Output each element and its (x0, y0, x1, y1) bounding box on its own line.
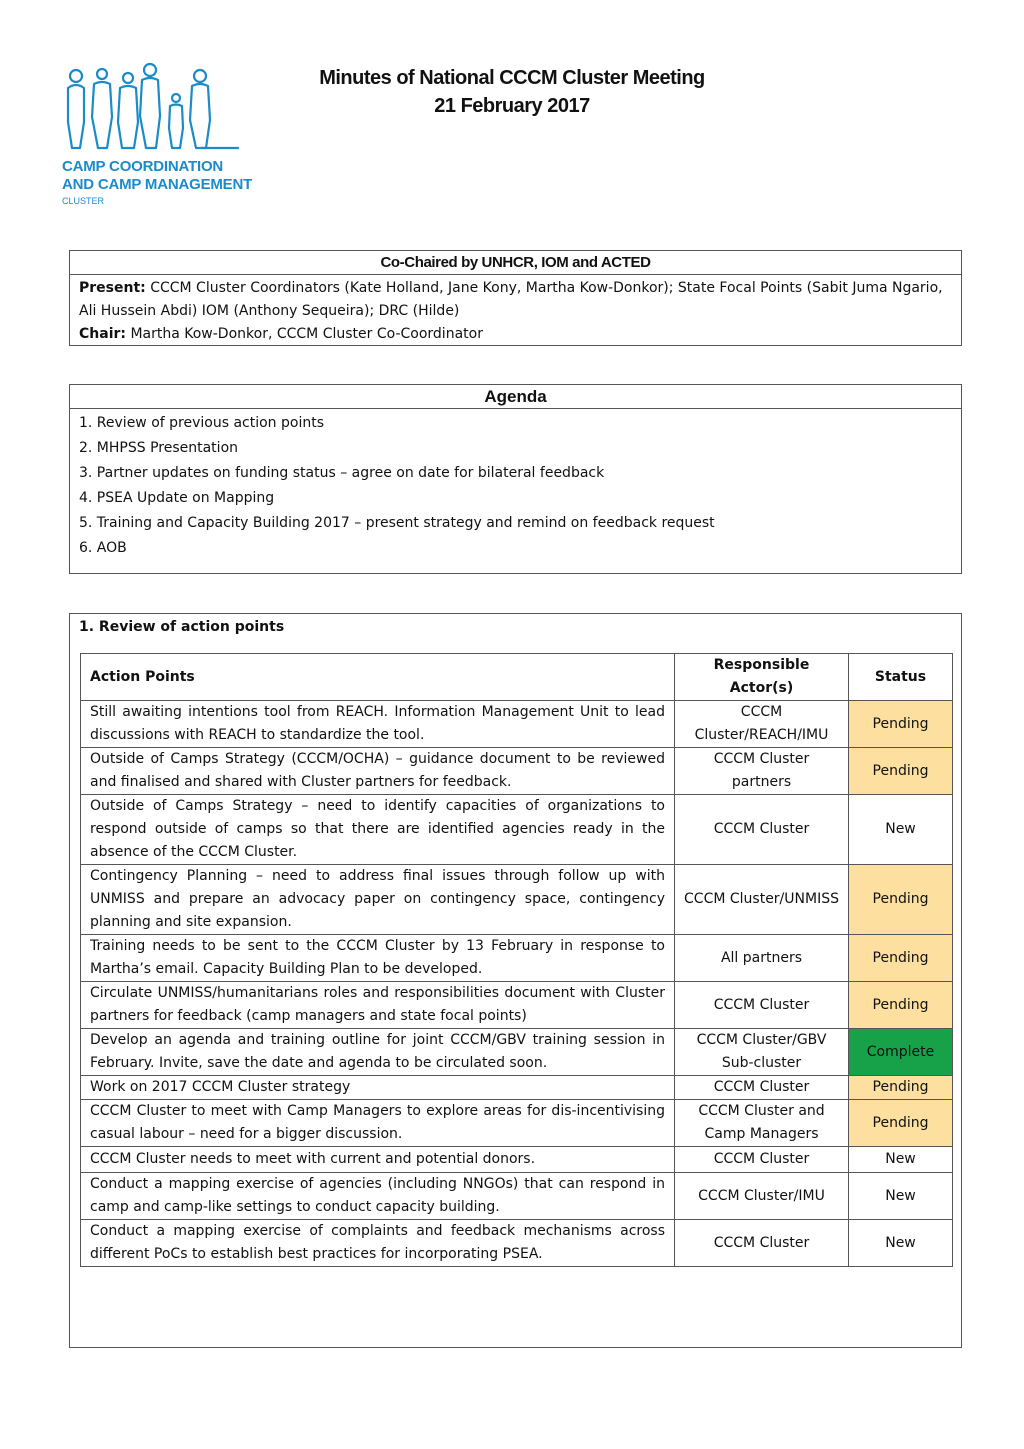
responsible-actor: CCCM Cluster (675, 1220, 849, 1267)
responsible-actor: CCCM Cluster/IMU (675, 1173, 849, 1220)
action-point-text: Develop an agenda and training outline for joint CCCM/GBV training session in February. Invite, save the date and agenda to be circulated soon. (81, 1029, 675, 1076)
status-badge: Pending (849, 982, 953, 1029)
responsible-actor: CCCM Cluster/UNMISS (675, 865, 849, 935)
table-header-row (81, 654, 953, 701)
table-row (81, 795, 953, 865)
agenda-header: Agenda (70, 385, 961, 409)
chair-line (79, 323, 952, 346)
status-badge: New (849, 1147, 953, 1173)
logo-text-line3: CLUSTER (62, 196, 105, 206)
responsible-actor: CCCM Cluster/GBV Sub-cluster (675, 1029, 849, 1076)
responsible-actor: CCCM Cluster/REACH/IMU (675, 701, 849, 748)
attendance-box (69, 250, 962, 346)
status-badge: New (849, 1220, 953, 1267)
title-line2: 21 February 2017 (434, 95, 590, 117)
agenda-item: 3. Partner updates on funding status – agree on date for bilateral feedback (79, 465, 605, 481)
status-badge: Pending (849, 748, 953, 795)
review-action-points-box (69, 613, 962, 1348)
action-point-text: Circulate UNMISS/humanitarians roles and responsibilities document with Cluster partners for feedback (camp managers and state focal points) (81, 982, 675, 1029)
column-header-status: Status (849, 654, 953, 701)
action-point-text: Still awaiting intentions tool from REACH. Information Management Unit to lead discussions with REACH to standardize the tool. (81, 701, 675, 748)
responsible-actor: CCCM Cluster (675, 1147, 849, 1173)
responsible-actor: CCCM Cluster (675, 1076, 849, 1100)
agenda-item: 6. AOB (79, 540, 127, 556)
column-header-action-points: Action Points (81, 654, 675, 701)
agenda-item: 2. MHPSS Presentation (79, 440, 239, 456)
cochair-header: Co-Chaired by UNHCR, IOM and ACTED (70, 251, 961, 275)
agenda-item: 4. PSEA Update on Mapping (79, 490, 275, 506)
table-row (81, 1076, 953, 1100)
agenda-box (69, 384, 962, 574)
responsible-actor: CCCM Cluster partners (675, 748, 849, 795)
present-label: Present: (79, 280, 146, 296)
status-badge: New (849, 795, 953, 865)
responsible-actor: CCCM Cluster (675, 795, 849, 865)
logo-text-line2: AND CAMP MANAGEMENT (62, 176, 253, 193)
responsible-actor: CCCM Cluster (675, 982, 849, 1029)
table-row (81, 701, 953, 748)
agenda-item: 1. Review of previous action points (79, 415, 324, 431)
status-badge: Pending (849, 701, 953, 748)
status-badge: Pending (849, 865, 953, 935)
action-points-table (80, 653, 953, 1267)
attendance-body (70, 275, 961, 348)
title-line1: Minutes of National CCCM Cluster Meeting (319, 67, 705, 89)
action-point-text: Contingency Planning – need to address final issues through follow up with UNMISS and prepare an advocacy paper on contingency space, contingency planning and site expansion. (81, 865, 675, 935)
chair-label: Chair: (79, 326, 126, 342)
review-section-title: 1. Review of action points (79, 619, 285, 635)
table-row (81, 865, 953, 935)
action-point-text: Conduct a mapping exercise of agencies (including NNGOs) that can respond in camp and camp-like settings to conduct capacity building. (81, 1173, 675, 1220)
responsible-actor: CCCM Cluster and Camp Managers (675, 1100, 849, 1147)
action-point-text: Training needs to be sent to the CCCM Cluster by 13 February in response to Martha’s email. Capacity Building Plan to be developed. (81, 935, 675, 982)
column-header-responsible-actors: Responsible Actor(s) (675, 654, 849, 701)
action-point-text: CCCM Cluster to meet with Camp Managers to explore areas for dis-incentivising casual labour – need for a bigger discussion. (81, 1100, 675, 1147)
status-badge: Pending (849, 1100, 953, 1147)
responsible-actor: All partners (675, 935, 849, 982)
table-row (81, 1147, 953, 1173)
table-row (81, 935, 953, 982)
table-row (81, 1100, 953, 1147)
action-point-text: Conduct a mapping exercise of complaints and feedback mechanisms across different PoCs to establish best practices for incorporating PSEA. (81, 1220, 675, 1267)
table-row (81, 1220, 953, 1267)
logo-text-line1: CAMP COORDINATION (62, 158, 224, 175)
present-text: CCCM Cluster Coordinators (Kate Holland, Jane Kony, Martha Kow-Donkor); State Focal Points (Sabit Juma Ngario, Ali Hussein Abdi) IOM (Anthony Sequeira); DRC (Hilde) (79, 280, 943, 319)
status-badge: Pending (849, 935, 953, 982)
table-row (81, 982, 953, 1029)
action-point-text: Outside of Camps Strategy (CCCM/OCHA) – guidance document to be reviewed and finalised and shared with Cluster partners for feedback. (81, 748, 675, 795)
present-line (79, 277, 952, 323)
agenda-item: 5. Training and Capacity Building 2017 – present strategy and remind on feedback request (79, 515, 715, 531)
agenda-list (70, 409, 961, 563)
status-badge: New (849, 1173, 953, 1220)
action-point-text: Work on 2017 CCCM Cluster strategy (81, 1076, 675, 1100)
table-row (81, 748, 953, 795)
status-badge: Complete (849, 1029, 953, 1076)
status-badge: Pending (849, 1076, 953, 1100)
table-row (81, 1173, 953, 1220)
document-title (0, 64, 1024, 120)
action-point-text: Outside of Camps Strategy – need to identify capacities of organizations to respond outside of camps so that there are identified agencies ready in the absence of the CCCM Cluster. (81, 795, 675, 865)
chair-text: Martha Kow-Donkor, CCCM Cluster Co-Coordinator (126, 326, 483, 342)
action-point-text: CCCM Cluster needs to meet with current and potential donors. (81, 1147, 675, 1173)
table-row (81, 1029, 953, 1076)
